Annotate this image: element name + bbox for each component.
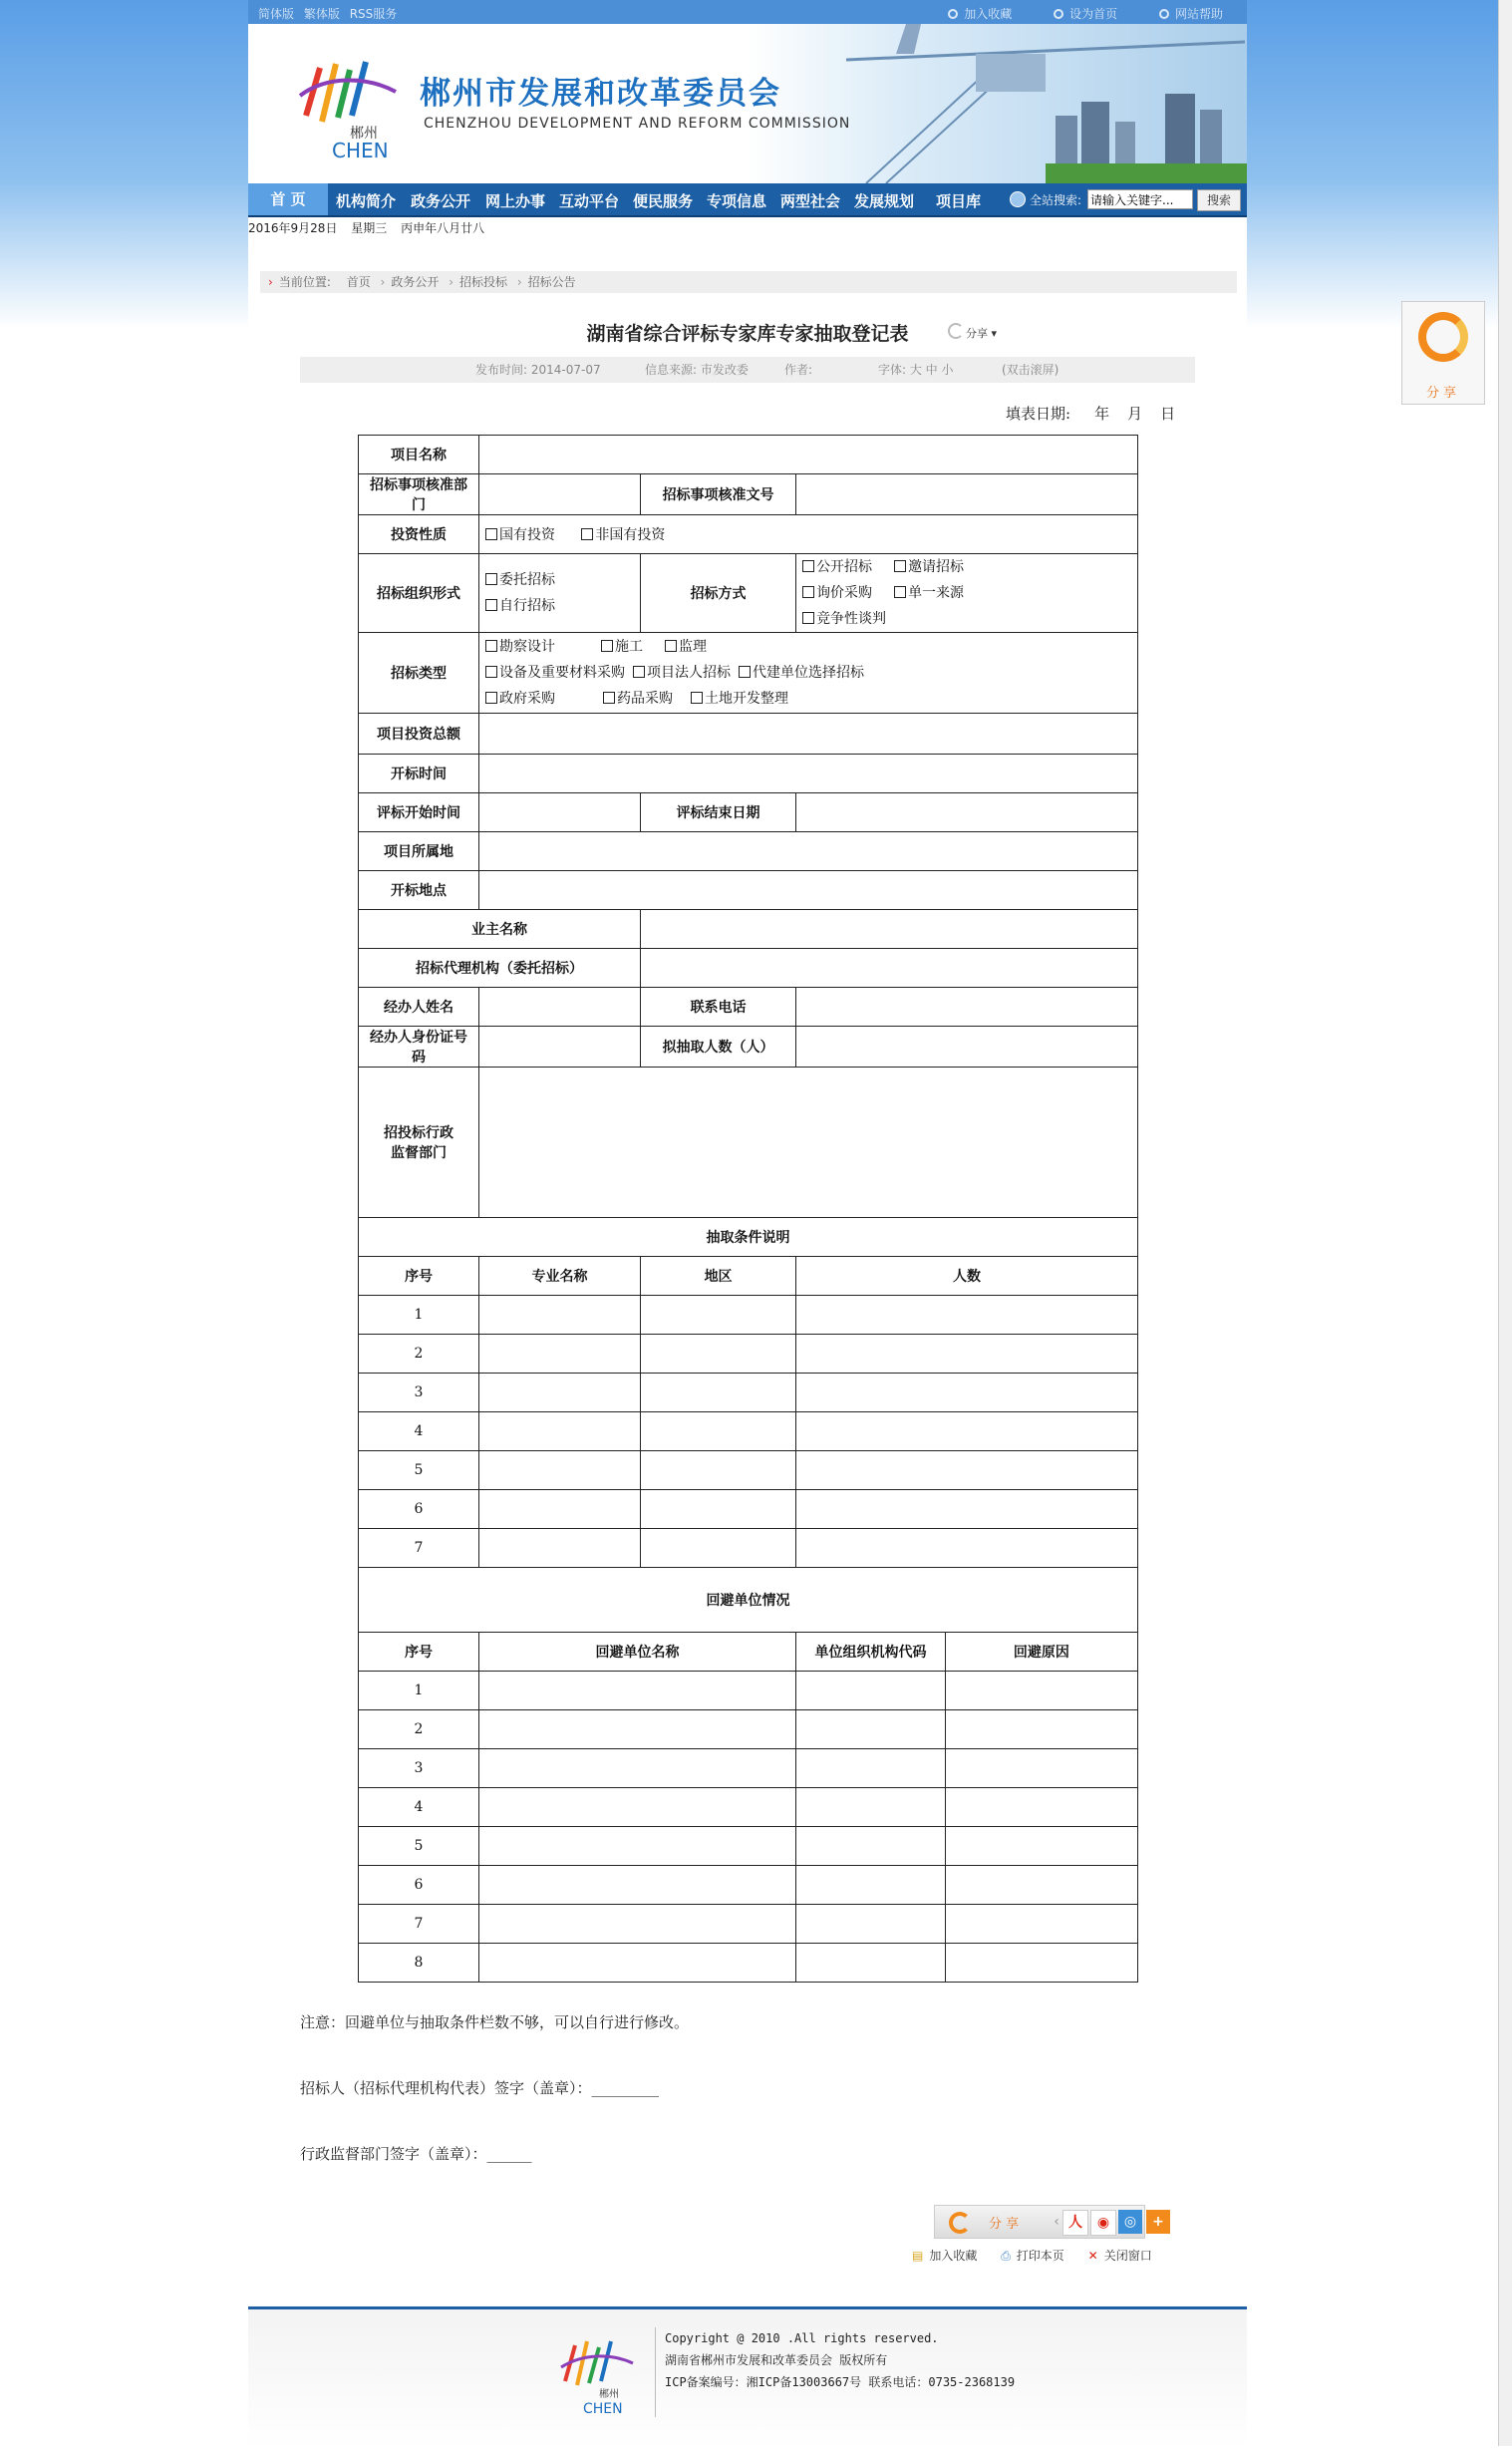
nav-item-online[interactable]: 网上办事 xyxy=(485,192,546,210)
avoid-cell-code[interactable] xyxy=(796,1672,946,1710)
cond-row-no: 3 xyxy=(359,1374,479,1412)
article-meta xyxy=(300,357,1195,383)
checkbox-supervision[interactable]: 监理 xyxy=(665,639,707,655)
avoid-cell-unit[interactable] xyxy=(478,1749,795,1788)
cond-cell-region[interactable] xyxy=(641,1374,796,1412)
side-share-label: 分享 xyxy=(1425,386,1460,401)
avoid-row-no: 2 xyxy=(359,1710,479,1749)
field-count[interactable] xyxy=(796,1027,1138,1068)
search-label: 全站搜索: xyxy=(1030,193,1082,207)
checkbox-icon xyxy=(601,640,613,652)
checkbox-state-invest[interactable]: 国有投资 xyxy=(485,527,555,543)
cond-cell-count[interactable] xyxy=(796,1529,1138,1568)
cond-cell-count[interactable] xyxy=(796,1412,1138,1451)
avoid-cell-reason[interactable] xyxy=(945,1944,1137,1983)
breadcrumb-notice[interactable]: 招标公告 xyxy=(527,275,576,289)
nav-item-society[interactable]: 两型社会 xyxy=(780,192,841,210)
chevron-right-icon: › xyxy=(516,275,522,289)
link-traditional[interactable]: 繁体版 xyxy=(303,7,340,21)
signature-supervision: 行政监督部门签字（盖章）：______ xyxy=(300,2145,532,2163)
avoid-row xyxy=(359,1866,1138,1905)
share-logo-icon xyxy=(949,2212,971,2234)
checkbox-equipment[interactable]: 设备及重要材料采购 xyxy=(485,665,625,681)
checkbox-gov-procurement[interactable]: 政府采购 xyxy=(485,691,555,707)
breadcrumb-affairs[interactable]: 政务公开 xyxy=(391,275,440,289)
dateline xyxy=(248,219,494,236)
weibo-icon[interactable]: ◉ xyxy=(1090,2210,1116,2236)
more-share-icon[interactable]: + xyxy=(1146,2210,1170,2234)
avoid-header-reason: 回避原因 xyxy=(945,1633,1137,1672)
label-phone: 联系电话 xyxy=(641,988,796,1027)
field-approval-dept[interactable] xyxy=(478,474,640,515)
avoid-cell-unit[interactable] xyxy=(478,1710,795,1749)
checkbox-agent-build[interactable]: 代建单位选择招标 xyxy=(739,665,864,681)
site-logo[interactable] xyxy=(286,46,406,165)
avoid-cell-reason[interactable] xyxy=(945,1905,1137,1944)
checkbox-drug-procurement[interactable]: 药品采购 xyxy=(603,691,673,707)
checkbox-entrusted[interactable]: 委托招标 xyxy=(485,567,634,593)
avoid-cell-unit[interactable] xyxy=(478,1944,795,1983)
renren-icon[interactable]: 人 xyxy=(1062,2210,1088,2236)
cond-cell-major[interactable] xyxy=(478,1529,640,1568)
article-title: 湖南省综合评标专家库专家抽取登记表 xyxy=(586,323,909,345)
label-eval-start: 评标开始时间 xyxy=(359,793,479,832)
checkbox-construction[interactable]: 施工 xyxy=(601,639,643,655)
section-conditions: 抽取条件说明 xyxy=(359,1218,1138,1257)
tool-print[interactable]: ⎙ 打印本页 xyxy=(1001,2249,1064,2263)
checkbox-icon xyxy=(691,692,703,704)
link-rss[interactable]: RSS服务 xyxy=(349,7,398,21)
avoid-cell-unit[interactable] xyxy=(478,1827,795,1866)
weekday-text: 星期三 xyxy=(351,221,388,235)
banner-crane-image xyxy=(747,24,1247,183)
avoid-header-unit: 回避单位名称 xyxy=(478,1633,795,1672)
label-count: 拟抽取人数（人） xyxy=(641,1027,796,1068)
nav-home[interactable]: 首 页 xyxy=(248,183,328,215)
breadcrumb xyxy=(260,271,1237,293)
tool-close[interactable]: ✕ 关闭窗口 xyxy=(1087,2249,1152,2263)
avoid-row-no: 5 xyxy=(359,1827,479,1866)
field-eval-start[interactable] xyxy=(478,793,640,832)
page-container xyxy=(248,0,1247,2446)
svg-text:CHEN: CHEN xyxy=(583,2401,623,2417)
nav-item-service[interactable]: 便民服务 xyxy=(633,192,694,210)
footer xyxy=(248,2306,1247,2449)
cond-header-region: 地区 xyxy=(641,1257,796,1296)
footer-icp: ICP备案编号：湘ICP备13003667号 联系电话：0735-2368139 xyxy=(665,2375,1016,2389)
checkbox-negotiation[interactable]: 竞争性谈判 xyxy=(802,611,886,627)
nav-item-affairs[interactable]: 政务公开 xyxy=(411,192,471,210)
footer-logo xyxy=(553,2331,639,2417)
label-approval-dept: 招标事项核准部门 xyxy=(359,474,479,515)
cond-row-no: 7 xyxy=(359,1529,479,1568)
checkbox-icon xyxy=(603,692,615,704)
label-org-form: 招标组织形式 xyxy=(359,554,479,633)
cond-cell-major[interactable] xyxy=(478,1335,640,1374)
avoid-cell-unit[interactable] xyxy=(478,1866,795,1905)
label-agency: 招标代理机构（委托招标） xyxy=(359,949,641,988)
avoid-row-no: 4 xyxy=(359,1788,479,1827)
label-location: 项目所属地 xyxy=(359,832,479,871)
breadcrumb-arrow-icon: › xyxy=(268,275,273,289)
cond-row-no: 4 xyxy=(359,1412,479,1451)
avoid-cell-reason[interactable] xyxy=(945,1749,1137,1788)
checkbox-icon xyxy=(581,528,593,540)
cond-cell-count[interactable] xyxy=(796,1296,1138,1335)
label-open-place: 开标地点 xyxy=(359,871,479,910)
footer-copyright: Copyright @ 2010 .All rights reserved. xyxy=(665,2331,939,2345)
nav-item-planning[interactable]: 发展规划 xyxy=(854,192,915,210)
cond-cell-major[interactable] xyxy=(478,1412,640,1451)
checkbox-icon xyxy=(665,640,677,652)
avoid-row-no: 7 xyxy=(359,1905,479,1944)
cond-row xyxy=(359,1490,1138,1529)
cond-row xyxy=(359,1529,1138,1568)
logo-text-cn: 郴州 xyxy=(350,126,378,142)
label-approval-no: 招标事项核准文号 xyxy=(641,474,796,515)
label-handler: 经办人姓名 xyxy=(359,988,479,1027)
org-form-options xyxy=(478,554,640,633)
cond-row xyxy=(359,1374,1138,1412)
avoid-row xyxy=(359,1905,1138,1944)
share-icon xyxy=(948,323,964,339)
cond-cell-region[interactable] xyxy=(641,1335,796,1374)
avoid-cell-code[interactable] xyxy=(796,1749,946,1788)
avoid-cell-code[interactable] xyxy=(796,1905,946,1944)
site-banner xyxy=(248,24,1247,183)
nav-item-interaction[interactable]: 互动平台 xyxy=(559,192,620,210)
bullet-icon xyxy=(1054,9,1063,19)
bullet-icon xyxy=(1159,9,1169,19)
avoid-row-no: 1 xyxy=(359,1672,479,1710)
font-size-switch[interactable]: 字体: 大 中 小 xyxy=(878,363,954,377)
site-title: 郴州市发展和改革委员会 xyxy=(420,76,781,112)
qq-icon[interactable]: ◎ xyxy=(1118,2210,1142,2234)
checkbox-self[interactable]: 自行招标 xyxy=(485,593,634,619)
cond-cell-count[interactable] xyxy=(796,1451,1138,1490)
publish-time: 发布时间: 2014-07-07 xyxy=(475,363,601,377)
cond-header-no: 序号 xyxy=(359,1257,479,1296)
checkbox-icon xyxy=(485,640,497,652)
field-approval-no[interactable] xyxy=(796,474,1138,515)
breadcrumb-prefix: 当前位置: xyxy=(278,275,331,289)
checkbox-icon xyxy=(802,612,814,624)
chevron-left-icon[interactable]: ‹ xyxy=(1054,2214,1059,2230)
scroll-toggle[interactable]: (双击滚屏) xyxy=(1002,363,1059,377)
bullet-icon xyxy=(948,9,958,19)
cond-row xyxy=(359,1451,1138,1490)
checkbox-icon xyxy=(485,599,497,611)
share-bar xyxy=(934,2205,1164,2239)
checkbox-open-bid[interactable]: 公开招标 xyxy=(802,559,872,575)
share-label[interactable]: 分 享 xyxy=(989,2217,1020,2232)
cond-row xyxy=(359,1296,1138,1335)
window-scrollbar[interactable] xyxy=(1498,0,1512,2446)
label-eval-end: 评标结束日期 xyxy=(641,793,796,832)
nav-item-projects[interactable]: 项目库 xyxy=(936,192,982,210)
cond-row-no: 2 xyxy=(359,1335,479,1374)
nav-item-special[interactable]: 专项信息 xyxy=(707,192,767,210)
cond-cell-region[interactable] xyxy=(641,1451,796,1490)
cond-cell-count[interactable] xyxy=(796,1490,1138,1529)
avoid-cell-reason[interactable] xyxy=(945,1710,1137,1749)
field-agency[interactable] xyxy=(641,949,1138,988)
cond-row-no: 6 xyxy=(359,1490,479,1529)
date-text: 2016年9月28日 xyxy=(248,221,338,235)
avoid-header-no: 序号 xyxy=(359,1633,479,1672)
cond-row-no: 5 xyxy=(359,1451,479,1490)
field-eval-end[interactable] xyxy=(796,793,1138,832)
checkbox-survey-design[interactable]: 勘察设计 xyxy=(485,639,555,655)
field-owner[interactable] xyxy=(641,910,1138,949)
avoid-row xyxy=(359,1749,1138,1788)
note-text: 注意：回避单位与抽取条件栏数不够，可以自行进行修改。 xyxy=(300,2013,690,2031)
checkbox-invite-bid[interactable]: 邀请招标 xyxy=(894,559,964,575)
avoid-row xyxy=(359,1788,1138,1827)
cond-cell-region[interactable] xyxy=(641,1412,796,1451)
checkbox-icon xyxy=(485,573,497,585)
avoid-cell-unit[interactable] xyxy=(478,1672,795,1710)
checkbox-legal-person[interactable]: 项目法人招标 xyxy=(633,665,731,681)
cond-cell-region[interactable] xyxy=(641,1529,796,1568)
avoid-cell-reason[interactable] xyxy=(945,1827,1137,1866)
cond-cell-major[interactable] xyxy=(478,1296,640,1335)
avoid-cell-code[interactable] xyxy=(796,1944,946,1983)
close-icon: ✕ xyxy=(1087,2249,1098,2263)
avoid-cell-reason[interactable] xyxy=(945,1866,1137,1905)
breadcrumb-bidding[interactable]: 招标投标 xyxy=(459,275,508,289)
checkbox-icon xyxy=(633,666,645,678)
field-id-no[interactable] xyxy=(478,1027,640,1068)
checkbox-icon xyxy=(485,666,497,678)
avoid-row-no: 3 xyxy=(359,1749,479,1788)
field-total-invest[interactable] xyxy=(478,714,1137,755)
field-open-time[interactable] xyxy=(478,755,1137,793)
label-project-name: 项目名称 xyxy=(359,436,479,474)
breadcrumb-home[interactable]: 首页 xyxy=(346,275,371,289)
label-open-time: 开标时间 xyxy=(359,755,479,793)
label-total-invest: 项目投资总额 xyxy=(359,714,479,755)
label-owner: 业主名称 xyxy=(359,910,641,949)
invest-nature-options xyxy=(478,515,1137,554)
svg-text:郴州: 郴州 xyxy=(599,2389,619,2400)
chevron-right-icon: › xyxy=(380,275,386,289)
label-id-no: 经办人身份证号码 xyxy=(359,1027,479,1068)
tool-add-favorite[interactable]: ▤ 加入收藏 xyxy=(912,2249,978,2263)
footer-divider xyxy=(655,2327,656,2417)
label-invest-nature: 投资性质 xyxy=(359,515,479,554)
label-supervision-dept: 招投标行政 监督部门 xyxy=(359,1068,479,1218)
checkbox-icon xyxy=(485,528,497,540)
page-tools xyxy=(912,2247,1172,2264)
field-handler[interactable] xyxy=(478,988,640,1027)
checkbox-icon xyxy=(802,560,814,572)
cond-cell-major[interactable] xyxy=(478,1490,640,1529)
cond-cell-region[interactable] xyxy=(641,1490,796,1529)
cond-row-no: 1 xyxy=(359,1296,479,1335)
checkbox-private-invest[interactable]: 非国有投资 xyxy=(581,527,665,543)
checkbox-icon xyxy=(802,586,814,598)
top-utility-bar xyxy=(248,0,1247,24)
avoid-header-code: 单位组织机构代码 xyxy=(796,1633,946,1672)
avoid-row xyxy=(359,1944,1138,1983)
cond-cell-count[interactable] xyxy=(796,1374,1138,1412)
avoid-cell-reason[interactable] xyxy=(945,1672,1137,1710)
cond-cell-region[interactable] xyxy=(641,1296,796,1335)
checkbox-inquiry[interactable]: 询价采购 xyxy=(802,585,872,601)
avoid-cell-unit[interactable] xyxy=(478,1788,795,1827)
cond-header-major: 专业名称 xyxy=(478,1257,640,1296)
cond-cell-major[interactable] xyxy=(478,1374,640,1412)
search-button[interactable]: 搜索 xyxy=(1197,189,1241,211)
avoid-cell-code[interactable] xyxy=(796,1710,946,1749)
avoid-cell-unit[interactable] xyxy=(478,1905,795,1944)
avoid-cell-code[interactable] xyxy=(796,1827,946,1866)
share-mini-button[interactable]: 分享 ▾ xyxy=(948,323,997,341)
share-logo-icon xyxy=(1418,312,1468,362)
label-type: 招标类型 xyxy=(359,633,479,714)
info-source: 信息来源: 市发改委 xyxy=(645,363,749,377)
avoid-row xyxy=(359,1710,1138,1749)
link-add-favorite[interactable]: 加入收藏 xyxy=(948,7,1012,21)
cond-row xyxy=(359,1335,1138,1374)
main-nav xyxy=(248,183,1247,217)
author: 作者: xyxy=(784,363,813,377)
method-options xyxy=(796,554,1138,633)
site-subtitle: CHENZHOU DEVELOPMENT AND REFORM COMMISSION xyxy=(424,116,851,132)
field-supervision-dept[interactable] xyxy=(478,1068,1137,1218)
checkbox-icon xyxy=(485,692,497,704)
search-icon xyxy=(1010,191,1026,207)
link-help[interactable]: 网站帮助 xyxy=(1159,7,1223,21)
avoid-cell-reason[interactable] xyxy=(945,1788,1137,1827)
checkbox-land-dev[interactable]: 土地开发整理 xyxy=(691,691,788,707)
label-method: 招标方式 xyxy=(641,554,796,633)
footer-text xyxy=(665,2327,1015,2393)
footer-owner: 湖南省郴州市发展和改革委员会 版权所有 xyxy=(665,2353,888,2367)
logo-text-en: CHEN xyxy=(332,139,389,162)
cond-row xyxy=(359,1412,1138,1451)
avoid-cell-code[interactable] xyxy=(796,1788,946,1827)
field-phone[interactable] xyxy=(796,988,1138,1027)
registration-form-table xyxy=(358,435,1138,1983)
field-project-name[interactable] xyxy=(478,436,1137,474)
field-open-place[interactable] xyxy=(478,871,1137,910)
signature-bidder: 招标人（招标代理机构代表）签字（盖章）：_________ xyxy=(300,2079,660,2097)
search-input[interactable] xyxy=(1087,189,1193,209)
fill-date: 填表日期: 年 月 日 xyxy=(1006,405,1176,423)
avoid-row xyxy=(359,1672,1138,1710)
lunar-date-text: 丙申年八月廿八 xyxy=(401,221,485,235)
section-avoid: 回避单位情况 xyxy=(359,1568,1138,1633)
nav-item-about[interactable]: 机构简介 xyxy=(336,192,397,210)
print-icon: ⎙ xyxy=(1001,2249,1011,2263)
type-options xyxy=(478,633,1137,714)
checkbox-icon xyxy=(894,560,906,572)
avoid-cell-code[interactable] xyxy=(796,1866,946,1905)
side-share-widget[interactable] xyxy=(1401,301,1485,405)
checkbox-icon xyxy=(739,666,751,678)
chevron-right-icon: › xyxy=(449,275,454,289)
link-set-homepage[interactable]: 设为首页 xyxy=(1054,7,1117,21)
cond-cell-major[interactable] xyxy=(478,1451,640,1490)
link-simplified[interactable]: 简体版 xyxy=(258,7,295,21)
cond-header-count: 人数 xyxy=(796,1257,1138,1296)
avoid-row xyxy=(359,1827,1138,1866)
checkbox-single-source[interactable]: 单一来源 xyxy=(894,585,964,601)
avoid-row-no: 8 xyxy=(359,1944,479,1983)
cond-cell-count[interactable] xyxy=(796,1335,1138,1374)
field-location[interactable] xyxy=(478,832,1137,871)
avoid-row-no: 6 xyxy=(359,1866,479,1905)
checkbox-icon xyxy=(894,586,906,598)
folder-icon: ▤ xyxy=(912,2249,924,2263)
